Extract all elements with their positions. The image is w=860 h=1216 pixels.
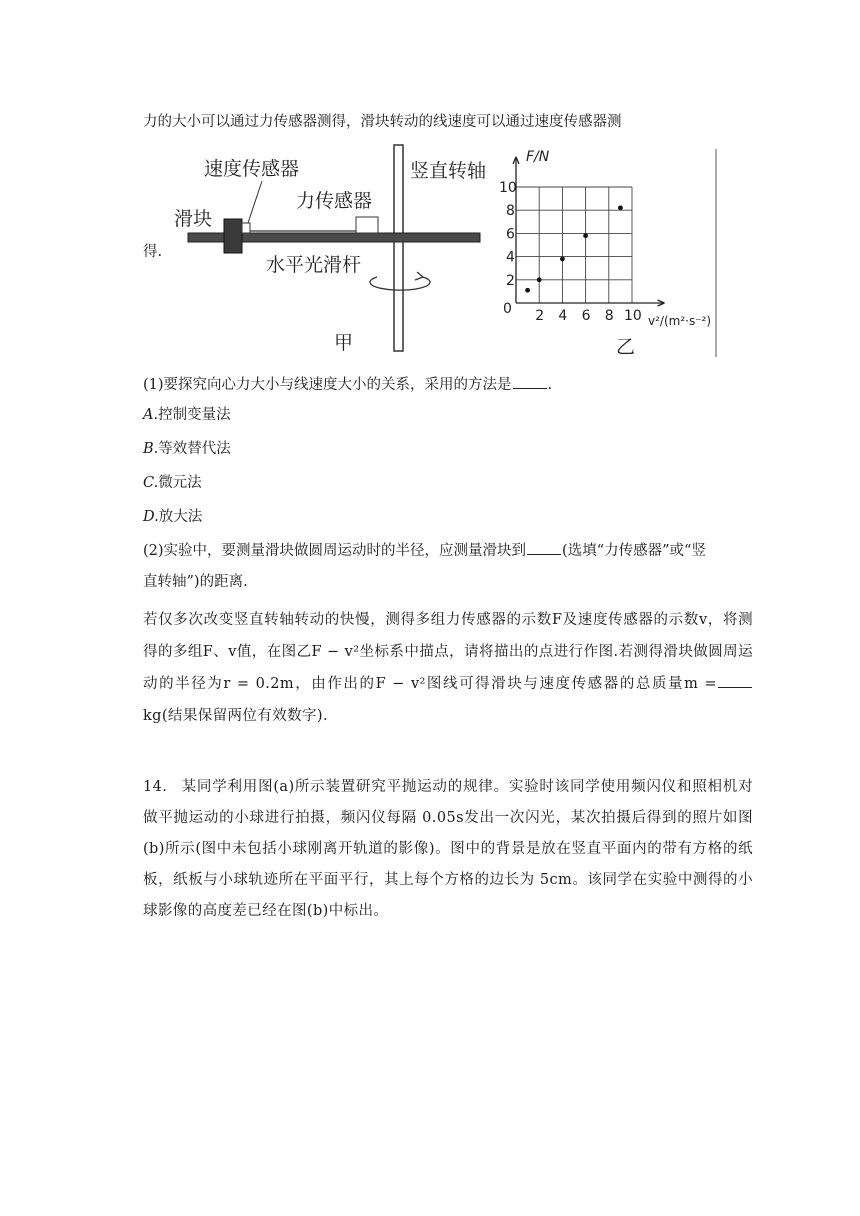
- q3-tail: kg(结果保留两位有效数字).: [143, 708, 328, 724]
- figure-jia: [174, 145, 486, 354]
- y-tick-label: 6: [506, 226, 515, 243]
- x-tick-label: 4: [558, 308, 568, 324]
- option-text: 等效替代法: [158, 441, 231, 457]
- q1-stem: [143, 374, 753, 395]
- chart-grid: [516, 187, 632, 303]
- q3-text: 若仅多次改变竖直转轴转动的快慢，测得多组力传感器的示数F及速度传感器的示数v，将测得的多组F、v值，在图乙F − v²坐标系中描点，请将描出的点进行作图.若测得滑块做圆周运动的半径为r = 0.2m，由作出的F − v²图线可得滑块与速度传感器的总质量m =: [143, 612, 753, 692]
- figure-yi-chart: [499, 149, 716, 358]
- q1-stem-end: .: [547, 377, 553, 393]
- experiment-figure: [170, 143, 730, 363]
- q2-text-a: (2)实验中，要测量滑块做圆周运动时的半径，应测量滑块到: [143, 543, 527, 559]
- y-tick-label: 4: [506, 249, 515, 266]
- y-tick-label: 2: [506, 272, 515, 289]
- q14-text: 某同学利用图(a)所示装置研究平抛运动的规律。实验时该同学使用频闪仪和照相机对做平抛运动的小球进行拍摄，频闪仪每隔 0.05s发出一次闪光，某次拍摄后得到的照片如图(b)所示(图中未包括小球刚离开轨道的影像)。图中的背景是放在竖直平面内的带有方格的纸板，纸板与小球轨迹所在平面平行，其上每个方格的边长为 5cm。该同学在实验中测得的小球影像的高度差已经在图(b)中标出。: [143, 779, 753, 919]
- label-rod: 水平光滑杆: [266, 254, 362, 276]
- q2-line-1: [143, 540, 753, 561]
- data-point: [525, 288, 530, 293]
- q14-number: 14.: [143, 779, 168, 795]
- rotation-arrowhead-icon: [415, 272, 423, 280]
- q2-text-b: (选填“力传感器”或“竖: [562, 543, 706, 559]
- q3-paragraph: [143, 604, 753, 732]
- caption-yi: 乙: [616, 336, 636, 358]
- data-point: [583, 233, 588, 238]
- option-letter: B.: [143, 441, 159, 457]
- q2-answer-blank[interactable]: [527, 540, 561, 555]
- q1-option-c[interactable]: [143, 473, 753, 493]
- data-point: [618, 205, 623, 210]
- option-letter: A.: [143, 407, 159, 423]
- option-letter: C.: [143, 475, 159, 491]
- x-tick-label: 8: [604, 308, 614, 324]
- label-force-sensor: 力传感器: [296, 190, 373, 212]
- y-tick-label: 10: [499, 180, 517, 196]
- q1-option-b[interactable]: [143, 439, 753, 459]
- intro-line-1: 力的大小可以通过力传感器测得，滑块转动的线速度可以通过速度传感器测: [143, 114, 622, 130]
- option-text: 控制变量法: [158, 407, 231, 423]
- force-sensor-box: [356, 217, 378, 233]
- option-text: 放大法: [158, 509, 203, 525]
- y-tick-label: 8: [506, 203, 515, 220]
- vertical-axis-shaft: [394, 145, 403, 351]
- x-tick-label: 10: [624, 308, 642, 324]
- chart-y-label: F/N: [526, 149, 550, 165]
- chart-x-label: v²/(m²·s⁻²): [648, 314, 712, 328]
- label-slider: 滑块: [174, 208, 213, 230]
- chart-axes: [513, 157, 664, 306]
- option-text: 微元法: [158, 475, 202, 491]
- caption-jia: 甲: [334, 332, 354, 354]
- speed-sensor-pointer: [248, 181, 262, 223]
- label-vertical-axis: 竖直转轴: [410, 160, 487, 182]
- data-point: [537, 277, 542, 282]
- data-point: [560, 257, 565, 262]
- q1-stem-text: (1)要探究向心力大小与线速度大小的关系，采用的方法是: [143, 377, 512, 393]
- slider-block: [224, 219, 242, 253]
- x-tick-label: 6: [581, 308, 591, 324]
- label-speed-sensor: 速度传感器: [204, 158, 300, 180]
- option-letter: D.: [143, 509, 159, 525]
- x-tick-label: 2: [535, 308, 545, 324]
- q1-option-d[interactable]: [143, 507, 753, 527]
- q1-option-a[interactable]: [143, 405, 753, 425]
- q2-line-2: 直转轴”)的距离.: [143, 574, 248, 590]
- intro-line-2: 得.: [143, 244, 163, 260]
- speed-sensor-box: [242, 223, 250, 233]
- question-14: [143, 772, 753, 927]
- chart-origin-label: 0: [503, 301, 512, 317]
- q3-mass-blank[interactable]: [718, 673, 752, 688]
- q1-answer-blank[interactable]: [513, 374, 547, 389]
